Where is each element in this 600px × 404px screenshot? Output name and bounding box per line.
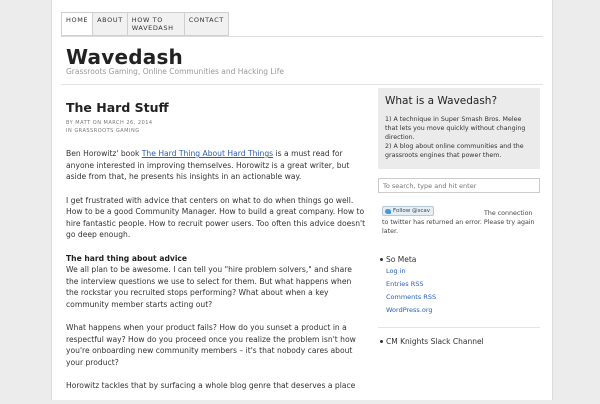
paragraph-3: We all plan to be awesome. I can tell you "hire problem solvers," and share the interview questions we use to select for them. But what happens when the rockstar you recruited stops performing? What about when a key community member starts acting out? [66,265,352,309]
paragraph-5: Horowitz tackles that by surfacing a whole blog genre that deserves a place [66,381,356,390]
post-meta-in: IN [66,128,73,134]
twitter-error-text: The connection to twitter has returned an error. Please try again later. [382,210,535,235]
twitter-widget [378,204,540,244]
post-date: MARCH 26, 2014 [103,120,153,126]
about-widget-title: What is a Wavedash? [385,95,498,107]
site-title[interactable]: Wavedash [66,45,184,69]
search-input[interactable] [378,178,540,193]
meta-link-wordpress[interactable]: WordPress.org [386,306,433,314]
post-category[interactable]: GRASSROOTS GAMING [74,128,140,134]
paragraph-1-before: Ben Horowitz' book [66,149,142,158]
top-bar [52,0,552,36]
nav-item-contact[interactable]: CONTACT [184,12,229,36]
sidebar-divider [378,327,540,328]
twitter-bird-icon [385,209,391,214]
paragraph-1-after: is a must read for anyone interested in improving themselves. Horowitz is a great writer, but aside from that, he presents his insights in an actionable way. [66,149,350,181]
paragraph-1 [66,148,366,183]
site-tagline: Grassroots Gaming, Online Communities and Hacking Life [66,67,284,76]
paragraph-4: What happens when your product fails? How do you sunset a product in a respectful way? How do you proceed once you realize the problem isn't how you're onboarding new community members – it's that nobody cares about your product? [66,323,356,367]
sidebar [378,88,540,347]
meta-widget-title: So Meta [378,255,540,264]
twitter-follow-button[interactable] [382,206,434,216]
main-content [66,100,366,404]
meta-link-entries-rss[interactable]: Entries RSS [386,280,424,288]
section-subhead: The hard thing about advice [66,253,188,263]
slack-widget-title: CM Knights Slack Channel [378,337,540,346]
meta-widget [378,255,540,317]
about-widget-line-1: 1) A technique in Super Smash Bros. Melee that lets you move quickly without changing direction. [385,116,526,141]
meta-link-login[interactable]: Log in [386,267,406,275]
nav-item-about[interactable]: ABOUT [92,12,127,36]
meta-link-comments-rss[interactable]: Comments RSS [386,293,437,301]
page-container [51,0,553,400]
post-meta-on: ON [92,120,102,126]
paragraph-3-block [66,253,366,311]
nav-divider [61,36,543,37]
post-body [66,148,366,392]
nav-item-how-to-wavedash[interactable]: HOW TO WAVEDASH [127,12,184,36]
about-widget-line-2: 2) A blog about online communities and the grassroots engines that power them. [385,143,524,159]
paragraph-2: I get frustrated with advice that centers on what to do when things go well. How to be a good Community Manager. How to build a great company. How to hire fantastic people. How to recruit power users. Too often this advice doesn't go deep enough. [66,195,366,239]
header-divider [61,84,543,85]
nav-item-home[interactable]: HOME [61,12,92,36]
follow-label: Follow @scav [393,208,431,214]
about-widget [378,88,540,169]
main-nav [61,12,229,36]
post-author[interactable]: BY MATT [66,120,91,126]
post-title[interactable]: The Hard Stuff [66,100,169,115]
meta-links [378,265,540,317]
post-meta [66,119,366,135]
book-link[interactable]: The Hard Thing About Hard Things [141,149,274,158]
